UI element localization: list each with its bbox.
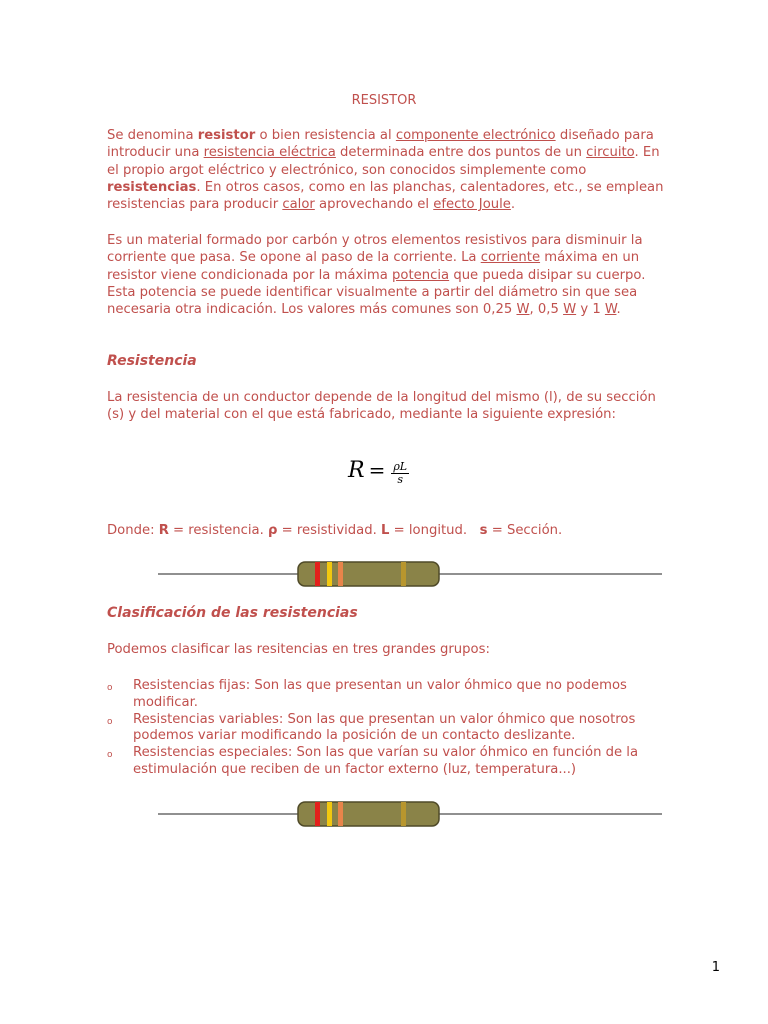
link-watt[interactable]: W: [604, 302, 617, 318]
resistor-band-red: [315, 802, 320, 826]
bullet-icon: o: [107, 750, 113, 761]
formula-fraction: [391, 461, 409, 486]
list-item: o Resistencias especiales: Son las que varían su valor óhmico en función de la estimulación que reciben de un factor externo (luz, temperatura...): [107, 745, 639, 777]
resistor-band-orange: [338, 802, 343, 826]
link-resistencia-electrica[interactable]: resistencia eléctrica: [203, 145, 336, 161]
resistance-formula: [348, 458, 409, 486]
paragraph-material: Es un material formado por carbón y otros elementos resistivos para disminuir la corriente que pasa. Se opone al paso de la corriente. La corriente máxima en un resistor viene condicionada por la máxima potencia que pueda disipar su cuerpo. Esta potencia se puede identificar visualmente a partir del diámetro sin que sea necesaria otra indicación. Los valores más comunes son 0,25 W, 0,5 W y 1 W.: [107, 233, 646, 318]
link-calor[interactable]: calor: [282, 197, 315, 213]
page-title: RESISTOR: [351, 93, 417, 108]
link-watt[interactable]: W: [516, 302, 530, 318]
resistor-band-orange: [338, 562, 343, 586]
resistor-band-yellow: [327, 802, 332, 826]
bullet-icon: o: [107, 683, 113, 693]
link-circuito[interactable]: circuito: [586, 145, 635, 161]
resistor-band-gold: [401, 562, 406, 586]
list-item: o Resistencias variables: Son las que presentan un valor óhmico que nosotros podemos variar modificando la posición de un contacto deslizante.: [107, 711, 636, 744]
heading-resistencia: Resistencia: [107, 353, 197, 369]
link-componente-electronico[interactable]: componente electrónico: [395, 128, 556, 143]
formula-denominator: s: [397, 473, 404, 486]
bold-term: resistor: [197, 128, 256, 143]
bullet-icon: o: [107, 716, 113, 727]
paragraph-definition: Se denomina resistor o bien resistencia al componente electrónico diseñado para introducir una resistencia eléctrica determinada entre dos puntos de un circuito. En el propio argot eléctrico y electrónico, son conocidos simplemente como resistencias. En otros casos, como en las planchas, calentadores, etc., se emplean resistencias para producir calor aprovechando el efecto Joule.: [107, 128, 664, 213]
formula-legend: Donde: R = resistencia. ρ = resistividad. L = longitud. s = Sección.: [107, 523, 563, 538]
formula-numerator: ρL: [393, 460, 408, 473]
formula-lhs: R: [348, 458, 365, 483]
list-item: o Resistencias fijas: Son las que presentan un valor óhmico que no podemos modificar.: [107, 678, 627, 710]
link-efecto-joule[interactable]: efecto Joule: [433, 197, 511, 213]
resistor-band-red: [315, 562, 320, 586]
resistor-illustration: [158, 799, 662, 829]
heading-clasificacion: Clasificación de las resistencias: [107, 605, 358, 621]
bold-term: resistencias: [107, 179, 197, 195]
resistor-band-yellow: [327, 562, 332, 586]
formula-equals: =: [368, 458, 386, 482]
link-corriente[interactable]: corriente: [480, 250, 541, 266]
resistor-illustration: [158, 559, 662, 589]
resistor-types-list: [107, 678, 667, 779]
paragraph-conductor: La resistencia de un conductor depende de la longitud del mismo (l), de su sección (s) y del material con el que está fabricado, mediante la siguiente expresión:: [107, 390, 656, 423]
page-number: 1: [711, 960, 720, 975]
resistor-band-gold: [401, 802, 406, 826]
link-potencia[interactable]: potencia: [392, 267, 450, 283]
link-watt[interactable]: W: [563, 302, 577, 318]
paragraph-clasificar: Podemos clasificar las resitencias en tres grandes grupos:: [107, 642, 490, 657]
